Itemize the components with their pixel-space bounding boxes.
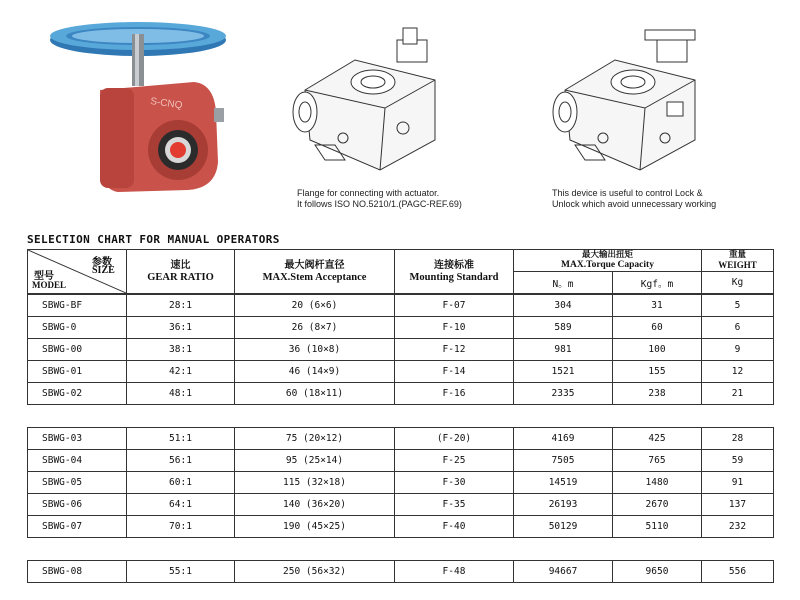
header-torque-en: MAX.Torque Capacity	[561, 260, 654, 270]
table-header	[27, 249, 774, 294]
cell-model: SBWG-BF	[28, 295, 127, 317]
cell-torque-kgf: 2670	[613, 494, 702, 516]
cell-ratio: 60:1	[127, 472, 235, 494]
spec-table-group-2	[27, 427, 774, 538]
cell-torque-nm: 2335	[514, 383, 613, 405]
table-row	[28, 339, 774, 361]
flange-caption-line-2: It follows ISO NO.5210/1.(PAGC-REF.69)	[297, 199, 462, 209]
cell-ratio: 55:1	[127, 561, 235, 583]
header-ratio-cell	[127, 250, 235, 294]
cell-weight: 5	[702, 295, 774, 317]
cell-stem: 250 (56×32)	[235, 561, 395, 583]
table-row	[28, 472, 774, 494]
cell-torque-kgf: 1480	[613, 472, 702, 494]
cell-stem: 46 (14×9)	[235, 361, 395, 383]
cell-torque-kgf: 425	[613, 428, 702, 450]
cell-ratio: 36:1	[127, 317, 235, 339]
cell-weight: 91	[702, 472, 774, 494]
header-mount-en: Mounting Standard	[409, 271, 499, 283]
cell-ratio: 28:1	[127, 295, 235, 317]
table-row	[28, 561, 774, 583]
header-stem-cn: 最大阀杆直径	[284, 259, 345, 271]
cell-torque-nm: 4169	[514, 428, 613, 450]
header-mount-cell	[395, 250, 514, 294]
cell-mount: F-10	[395, 317, 514, 339]
cell-torque-kgf: 5110	[613, 516, 702, 538]
cell-torque-nm: 26193	[514, 494, 613, 516]
header-stem-en: MAX.Stem Acceptance	[262, 271, 367, 283]
header-stem-cell	[235, 250, 395, 294]
cell-stem: 75 (20×12)	[235, 428, 395, 450]
cell-mount: F-07	[395, 295, 514, 317]
gearbox-flange-sketch	[285, 20, 460, 180]
cell-weight: 21	[702, 383, 774, 405]
cell-ratio: 48:1	[127, 383, 235, 405]
cell-torque-kgf: 9650	[613, 561, 702, 583]
header-torque-cell	[514, 250, 702, 272]
cell-model: SBWG-03	[28, 428, 127, 450]
table-row	[28, 317, 774, 339]
header-ratio-en: GEAR RATIO	[147, 271, 214, 283]
lock-caption	[552, 188, 716, 210]
header-size-en: SIZE	[92, 265, 115, 276]
chart-title: SELECTION CHART FOR MANUAL OPERATORS	[27, 233, 280, 246]
cell-mount: F-35	[395, 494, 514, 516]
cell-torque-kgf: 238	[613, 383, 702, 405]
table-row	[28, 428, 774, 450]
cell-weight: 556	[702, 561, 774, 583]
header-mount-cn: 连接标准	[434, 259, 474, 271]
cell-weight: 28	[702, 428, 774, 450]
product-photo	[38, 12, 228, 197]
cell-stem: 60 (18×11)	[235, 383, 395, 405]
cell-torque-nm: 1521	[514, 361, 613, 383]
header-model-cn: 型号	[34, 271, 54, 282]
spec-table-group-3	[27, 560, 774, 583]
header-model-en: MODEL	[32, 280, 67, 290]
gearbox-lock-sketch	[545, 20, 720, 180]
table-row	[28, 361, 774, 383]
cell-torque-nm: 94667	[514, 561, 613, 583]
header-unit-kg: Kg	[702, 272, 774, 294]
cell-stem: 20 (6×6)	[235, 295, 395, 317]
cell-weight: 59	[702, 450, 774, 472]
cell-model: SBWG-04	[28, 450, 127, 472]
cell-stem: 115 (32×18)	[235, 472, 395, 494]
cell-mount: F-12	[395, 339, 514, 361]
header-torque-cn: 最大输出扭矩	[581, 250, 633, 260]
cell-model: SBWG-08	[28, 561, 127, 583]
cell-model: SBWG-02	[28, 383, 127, 405]
cell-stem: 190 (45×25)	[235, 516, 395, 538]
cell-ratio: 51:1	[127, 428, 235, 450]
header-param-cn: 参数	[92, 257, 112, 268]
cell-model: SBWG-0	[28, 317, 127, 339]
cell-weight: 137	[702, 494, 774, 516]
header-model-cell	[28, 250, 127, 294]
cell-stem: 140 (36×20)	[235, 494, 395, 516]
cell-torque-kgf: 100	[613, 339, 702, 361]
cell-stem: 26 (8×7)	[235, 317, 395, 339]
cell-stem: 36 (10×8)	[235, 339, 395, 361]
cell-torque-nm: 304	[514, 295, 613, 317]
cell-torque-kgf: 31	[613, 295, 702, 317]
cell-mount: F-14	[395, 361, 514, 383]
cell-mount: F-25	[395, 450, 514, 472]
table-row	[28, 516, 774, 538]
cell-model: SBWG-06	[28, 494, 127, 516]
table-row	[28, 494, 774, 516]
cell-ratio: 42:1	[127, 361, 235, 383]
cell-mount: (F-20)	[395, 428, 514, 450]
table-row	[28, 450, 774, 472]
header-weight-cell	[702, 250, 774, 272]
cell-model: SBWG-00	[28, 339, 127, 361]
cell-mount: F-30	[395, 472, 514, 494]
header-unit-kgf: Kgf。m	[613, 272, 702, 294]
cell-mount: F-16	[395, 383, 514, 405]
cell-model: SBWG-05	[28, 472, 127, 494]
cell-weight: 6	[702, 317, 774, 339]
cell-weight: 9	[702, 339, 774, 361]
cell-ratio: 64:1	[127, 494, 235, 516]
cell-torque-nm: 7505	[514, 450, 613, 472]
cell-stem: 95 (25×14)	[235, 450, 395, 472]
cell-torque-kgf: 765	[613, 450, 702, 472]
cell-ratio: 38:1	[127, 339, 235, 361]
cell-weight: 232	[702, 516, 774, 538]
flange-caption-line-1: Flange for connecting with actuator.	[297, 188, 440, 198]
table-row	[28, 295, 774, 317]
cell-model: SBWG-07	[28, 516, 127, 538]
table-row	[28, 383, 774, 405]
flange-caption	[297, 188, 462, 210]
cell-torque-kgf: 155	[613, 361, 702, 383]
cell-ratio: 56:1	[127, 450, 235, 472]
cell-weight: 12	[702, 361, 774, 383]
cell-model: SBWG-01	[28, 361, 127, 383]
header-weight-cn: 重量	[728, 250, 746, 260]
cell-torque-nm: 981	[514, 339, 613, 361]
cell-mount: F-48	[395, 561, 514, 583]
product-body-text: S-CNQ	[149, 96, 184, 112]
spec-table-group-1	[27, 294, 774, 405]
cell-torque-nm: 589	[514, 317, 613, 339]
cell-torque-kgf: 60	[613, 317, 702, 339]
header-ratio-cn: 速比	[170, 259, 191, 271]
cell-torque-nm: 50129	[514, 516, 613, 538]
cell-mount: F-40	[395, 516, 514, 538]
cell-torque-nm: 14519	[514, 472, 613, 494]
header-weight-en: WEIGHT	[718, 260, 757, 270]
cell-ratio: 70:1	[127, 516, 235, 538]
header-unit-nm: N。m	[514, 272, 613, 294]
lock-caption-line-1: This device is useful to control Lock &	[552, 188, 703, 198]
lock-caption-line-2: Unlock which avoid unnecessary working	[552, 199, 717, 209]
